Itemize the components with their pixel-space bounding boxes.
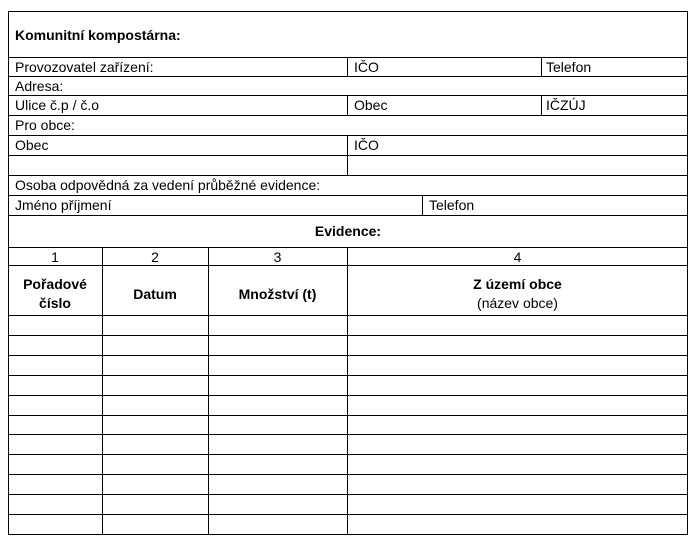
column-number-3: 3 bbox=[273, 249, 282, 265]
form-title: Komunitní kompostárna: bbox=[15, 27, 181, 43]
evidence-title: Evidence: bbox=[314, 223, 382, 239]
table-row-line bbox=[8, 434, 688, 435]
evidence-form bbox=[8, 11, 688, 535]
sep bbox=[541, 95, 542, 115]
sep bbox=[541, 57, 542, 76]
iczuj-label: IČZÚJ bbox=[546, 97, 586, 113]
table-row-line bbox=[8, 494, 688, 495]
column-date: Datum bbox=[133, 286, 177, 302]
table-row-line bbox=[8, 395, 688, 396]
rule bbox=[8, 155, 688, 156]
rule bbox=[8, 76, 688, 77]
column-origin-note: (název obce) bbox=[477, 295, 558, 311]
table-row-line bbox=[8, 415, 688, 416]
operator-phone-label: Telefon bbox=[546, 59, 592, 75]
table-row-line bbox=[8, 474, 688, 475]
sep bbox=[347, 57, 348, 76]
table-row-line bbox=[8, 375, 688, 376]
table-row-line bbox=[8, 454, 688, 455]
sep bbox=[422, 195, 423, 215]
column-origin: Z území obce bbox=[473, 276, 562, 292]
column-number-1: 1 bbox=[51, 249, 59, 265]
rule bbox=[8, 135, 688, 136]
column-order-line-2: číslo bbox=[39, 295, 71, 311]
municipality-ico-label: IČO bbox=[354, 137, 379, 153]
table-row-line bbox=[8, 335, 688, 336]
frame-right bbox=[687, 11, 688, 535]
address-label: Adresa: bbox=[15, 78, 64, 94]
rule bbox=[8, 95, 688, 96]
responsible-label: Osoba odpovědná za vedení průběžné evidence: bbox=[15, 177, 321, 193]
column-number-2: 2 bbox=[151, 249, 159, 265]
sep bbox=[347, 95, 348, 115]
table-row-line bbox=[8, 315, 688, 316]
operator-label: Provozovatel zařízení: bbox=[15, 59, 154, 75]
rule bbox=[8, 115, 688, 116]
street-label: Ulice č.p / č.o bbox=[15, 97, 100, 113]
municipalities-label: Pro obce: bbox=[15, 117, 75, 133]
responsible-name-label: Jméno příjmení bbox=[15, 197, 112, 213]
municipality-town-label: Obec bbox=[15, 137, 49, 153]
table-row-line bbox=[8, 355, 688, 356]
column-quantity: Množství (t) bbox=[238, 286, 317, 302]
operator-ico-label: IČO bbox=[354, 59, 379, 75]
town-label: Obec bbox=[354, 97, 388, 113]
frame-bottom bbox=[8, 534, 688, 535]
table-row-line bbox=[8, 514, 688, 515]
frame-top bbox=[8, 11, 688, 12]
responsible-phone-label: Telefon bbox=[429, 197, 475, 213]
column-order-line-1: Pořadové bbox=[23, 276, 87, 292]
frame-left bbox=[8, 11, 9, 535]
sep bbox=[347, 135, 348, 175]
rule bbox=[8, 215, 688, 216]
column-number-4: 4 bbox=[513, 249, 522, 265]
